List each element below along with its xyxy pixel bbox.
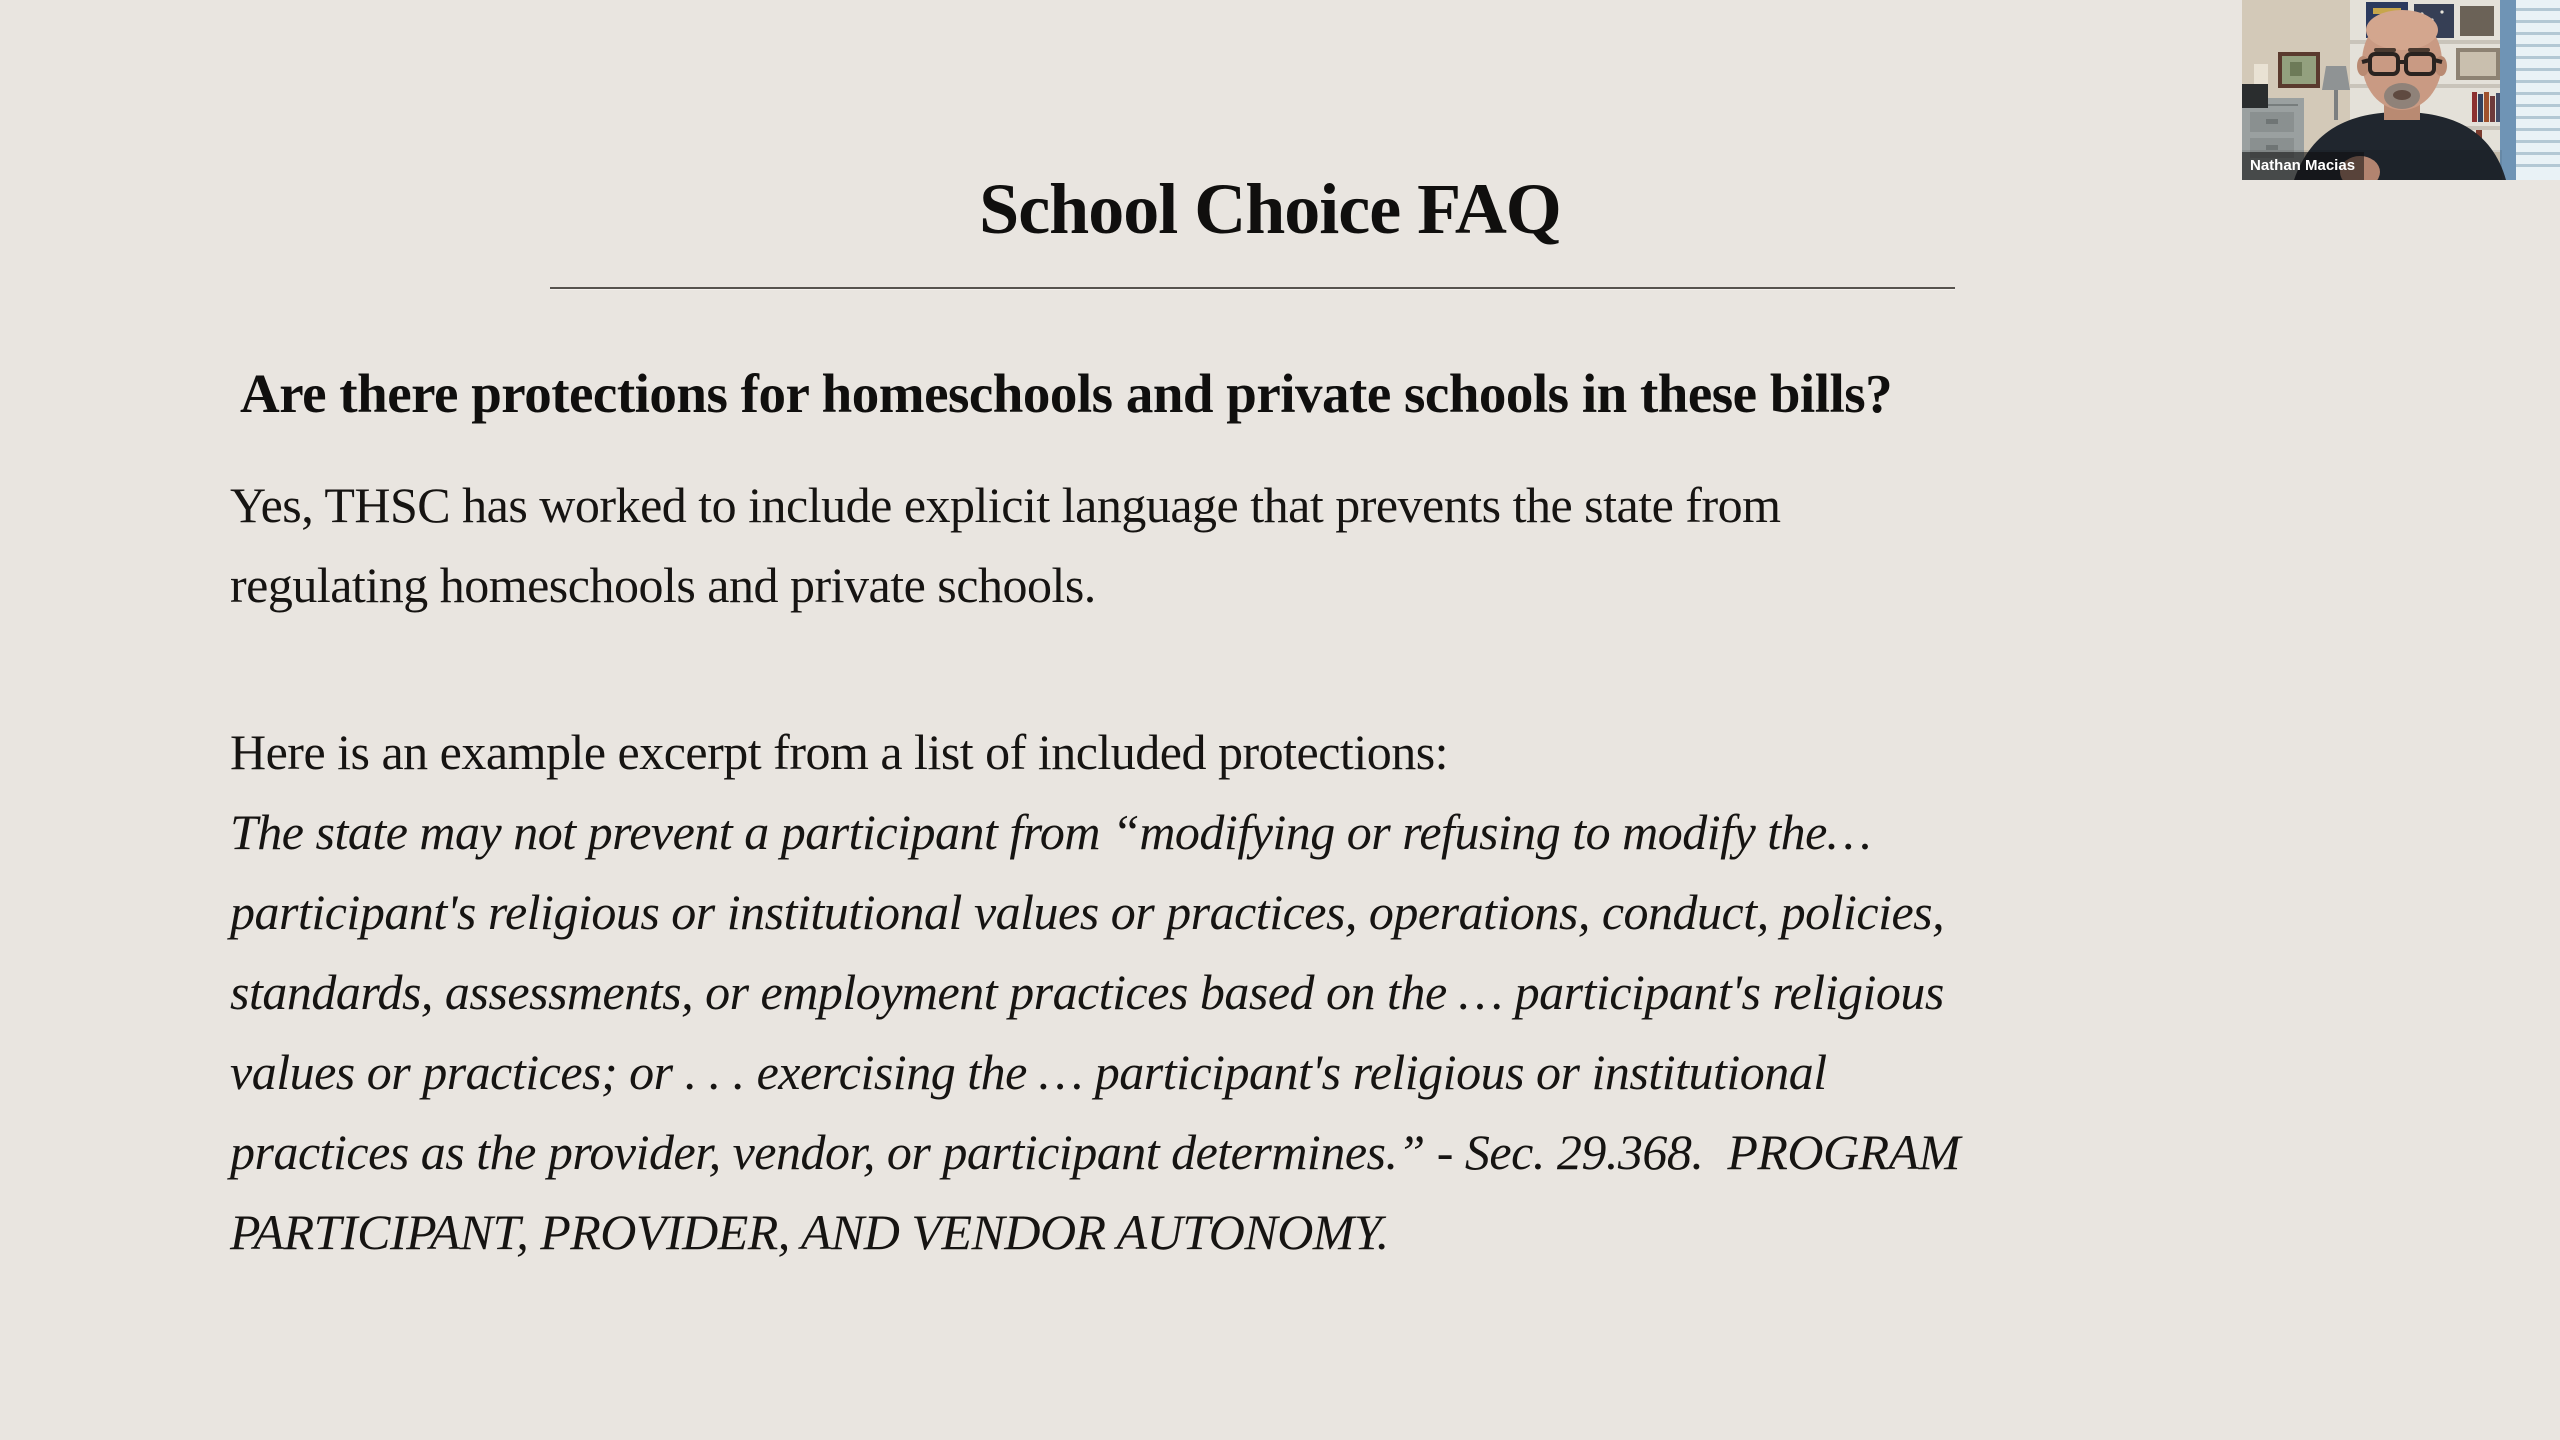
answer-line: regulating homeschools and private schools.	[230, 557, 1096, 613]
answer-line: Yes, THSC has worked to include explicit language that prevents the state from	[230, 477, 1781, 533]
window-blinds-icon	[2500, 0, 2560, 180]
faq-question: Are there protections for homeschools and private schools in these bills?	[240, 363, 1893, 424]
excerpt-quote-line: values or practices; or . . . exercising the … participant's religious or institutional	[230, 1044, 1827, 1100]
excerpt-section	[230, 712, 2490, 1272]
title-divider	[550, 287, 1955, 290]
pinned-photo	[2254, 64, 2268, 84]
excerpt-quote-line: practices as the provider, vendor, or participant determines.” - Sec. 29.368. PROGRAM	[230, 1124, 1960, 1180]
excerpt-quote-line: PARTICIPANT, PROVIDER, AND VENDOR AUTONOMY.	[230, 1204, 1389, 1260]
webcam-video-tile[interactable]	[2242, 0, 2560, 180]
slide-title: School Choice FAQ	[979, 169, 1561, 249]
excerpt-quote-line: The state may not prevent a participant from “modifying or refusing to modify the…	[230, 804, 1871, 860]
excerpt-quote-line: standards, assessments, or employment practices based on the … participant's religious	[230, 964, 1944, 1020]
excerpt-quote-line: participant's religious or institutional values or practices, operations, conduct, policies,	[230, 884, 1945, 940]
excerpt-intro: Here is an example excerpt from a list of included protections:	[230, 724, 1449, 780]
faq-answer	[230, 465, 2470, 625]
participant-name-label: Nathan Macias	[2242, 152, 2364, 180]
picture-frame-icon	[2278, 52, 2320, 88]
